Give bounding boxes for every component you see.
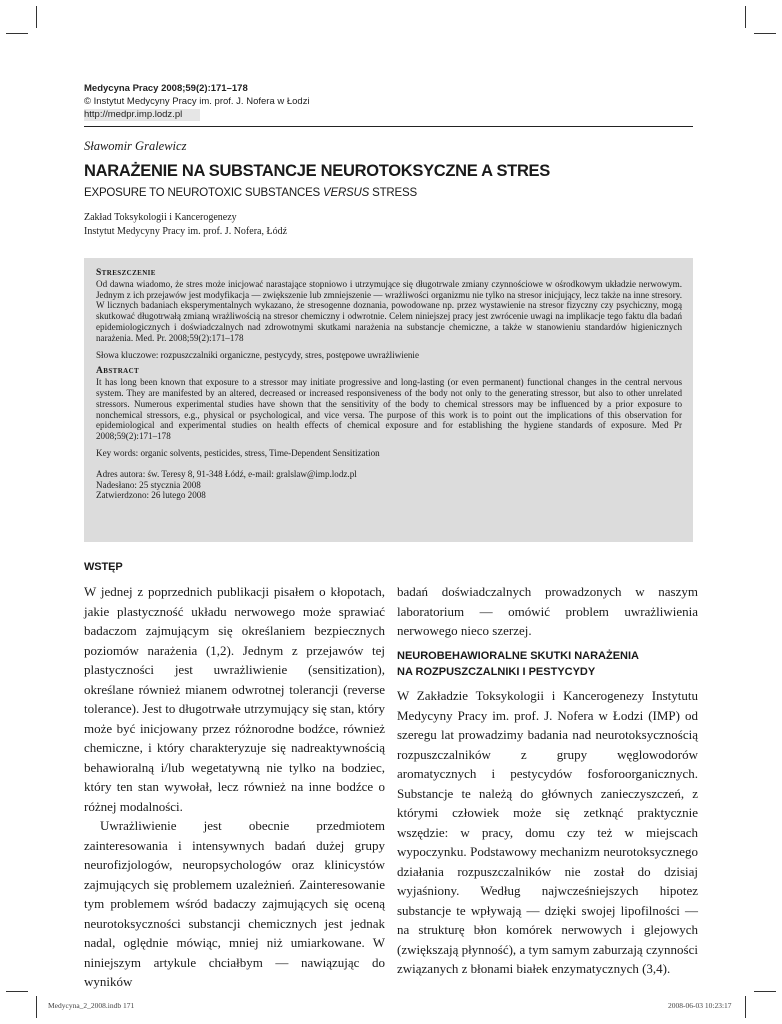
keywords-en: Key words: organic solvents, pesticides, stress, Time-Dependent Sensitization [96, 447, 380, 458]
paragraph: badań doświadczalnych prowadzonych w naszym laboratorium — omówić problem uwrażliwienia nerwowego nieco szerzej. [397, 584, 698, 638]
paragraph: W Zakładzie Toksykologii i Kancerogenezy Instytutu Medycyny Pracy im. prof. J. Nofera w Łodzi (IMP) od szeregu lat prowadzimy badania nad neurotoksycznością rozpuszczalników z grupy węglowodorów aromatycznych i pestycydów fosforoorganicznych. Substancje te należą do głównych zanieczyszczeń, z którymi człowiek może się zetknąć praktycznie wszędzie: w pracy, domu czy też w miejscach wypoczynku. Podstawowy mechanizm neurotoksycznego działania rozpuszczalników nie został do dzisiaj wyjaśniony. Według najwcześniejszych hipotez substancje te wpływają — dzięki swojej lipofilności — na strukturę błon komórek nerwowych i glejowych (zwiększają płynność), a tym samym zaburzają czynności związanych z błonami białek enzymatycznych (3,4). [397, 688, 698, 976]
crop-mark [36, 6, 37, 28]
paragraph: W jednej z poprzednich publikacji pisałem o kłopotach, jakie plastyczność układu nerwowego może sprawiać badaczom zajmującym się określaniem bezpiecznych poziomów narażenia (1,2). Jednym z przejawów tej plastyczności jest uwrażliwienie (sensitization), określane również mianem odwrotnej tolerancji (reverse tolerance). Jest to długotrwałe utrzymujący się stan, który może być inicjowany przez różnorodne bodźce, również chemiczne, i który charakteryzuje się nadreaktywnością behawioralną i/lub wegetatywną nie tylko na bodziec, który ten stan wywołał, lecz również na inne bodźce o różnej modalności. [84, 584, 385, 814]
crop-mark [745, 996, 746, 1018]
article-title: NARAŻENIE NA SUBSTANCJE NEUROTOKSYCZNE A STRES [84, 162, 550, 180]
subtitle-versus: VERSUS [323, 187, 370, 199]
keywords-pl: Słowa kluczowe: rozpuszczalniki organiczne, pestycydy, stres, postępowe uwrażliwienie [96, 349, 419, 360]
received-date: Nadesłano: 25 stycznia 2008 [96, 479, 201, 490]
footer-file: Medycyna_2_2008.indb 171 [48, 1001, 135, 1010]
crop-mark [6, 33, 28, 34]
abstract-heading-pl: Streszczenie [96, 268, 156, 278]
section-heading-intro: WSTĘP [84, 561, 123, 573]
left-column [84, 582, 385, 992]
crop-mark [745, 6, 746, 28]
author-address: Adres autora: św. Teresy 8, 91-348 Łódź, e-mail: gralslaw@imp.lodz.pl [96, 468, 357, 479]
crop-mark [754, 33, 776, 34]
affiliation-line: Instytut Medycyny Pracy im. prof. J. Nofera, Łódź [84, 226, 288, 237]
author-name: Sławomir Gralewicz [84, 139, 187, 153]
footer-timestamp: 2008-06-03 10:23:17 [668, 1001, 732, 1010]
crop-mark [6, 991, 28, 992]
subtitle-part: EXPOSURE TO NEUROTOXIC SUBSTANCES [84, 187, 324, 199]
journal-url[interactable]: http://medpr.imp.lodz.pl [84, 109, 200, 121]
affiliation-line: Zakład Toksykologii i Kancerogenezy [84, 212, 237, 223]
crop-mark [36, 996, 37, 1018]
abstract-heading-en: Abstract [96, 366, 140, 377]
header-rule [84, 126, 693, 127]
abstract-text-pl: Od dawna wiadomo, że stres może inicjować narastające stopniowo i utrzymujące się długotrwale zmiany czynnościowe w ośrodkowym układzie nerwowym. Jednym z ich przejawów jest modyfikacja — zwiększenie lub zmniejszenie — wrażliwości organizmu nie tylko na stresor inicjujący, lecz także na inne stresory. W licznych badaniach eksperymentalnych wykazano, że stresogenne doznania, powodowane np. przez wystawienie na stresor fizyczny czy psychiczny, mogą skutkować długotrwałą zmianą wrażliwością na stresor chemiczny i odwrotnie. Celem niniejszej pracy jest zwrócenie uwagi na implikacje tego faktu dla badań epidemiologicznych i doświadczalnych nad zdrowotnymi skutkami narażenia na substancje chemiczne, a także w stanowieniu standardów higienicznych narażenia. Med. Pr. 2008;59(2):171–178 [96, 278, 682, 343]
journal-citation: Medycyna Pracy 2008;59(2):171–178 [84, 83, 248, 94]
section-heading-neurobehavioral [397, 648, 697, 680]
paragraph: Uwrażliwienie jest obecnie przedmiotem zainteresowania i intensywnych badań dużej grupy neurofizjologów, neuropsychologów oraz klinicystów zajmujących się problemem uzależnień. Zainteresowanie tym problemem wśród badaczy zajmujących się oceną neurotoksyczności substancji chemicznych jest jednak nadal, oględnie mówiąc, mniej niż umiarkowane. W niniejszym artykule chciałbym — nawiązując do wyników [84, 818, 385, 989]
right-column-bottom [397, 686, 698, 979]
accepted-date: Zatwierdzono: 26 lutego 2008 [96, 490, 206, 501]
abstract-text-en: It has long been known that exposure to a stressor may initiate progressive and long-lasting (or even permanent) functional changes in the central nervous system. They are manifested by an altered, decreased or increased responsiveness of the body not only to the generating stressor, but also to other unrelated stressors. Numerous experimental studies have shown that the sensitivity of the body to chemical stressors may be influenced by a prior exposure to nonchemical stressors, e.g., physical or psychological, and vice versa. The purpose of this work is to point out the implications of this observation for epidemiological and experimental studies on health effects of chemical exposure and for establishing the hygiene standards of exposure. Med Pr 2008;59(2):171–178 [96, 377, 682, 442]
article-subtitle [84, 187, 417, 199]
subtitle-part: STRESS [369, 187, 417, 199]
journal-copyright: © Instytut Medycyny Pracy im. prof. J. Nofera w Łodzi [84, 96, 310, 107]
abstract-box [84, 258, 693, 542]
crop-mark [754, 991, 776, 992]
heading-line: NA ROZPUSZCZALNIKI I PESTYCYDY [397, 666, 596, 678]
heading-line: NEUROBEHAWIORALNE SKUTKI NARAŻENIA [397, 650, 639, 662]
right-column-top [397, 582, 698, 641]
